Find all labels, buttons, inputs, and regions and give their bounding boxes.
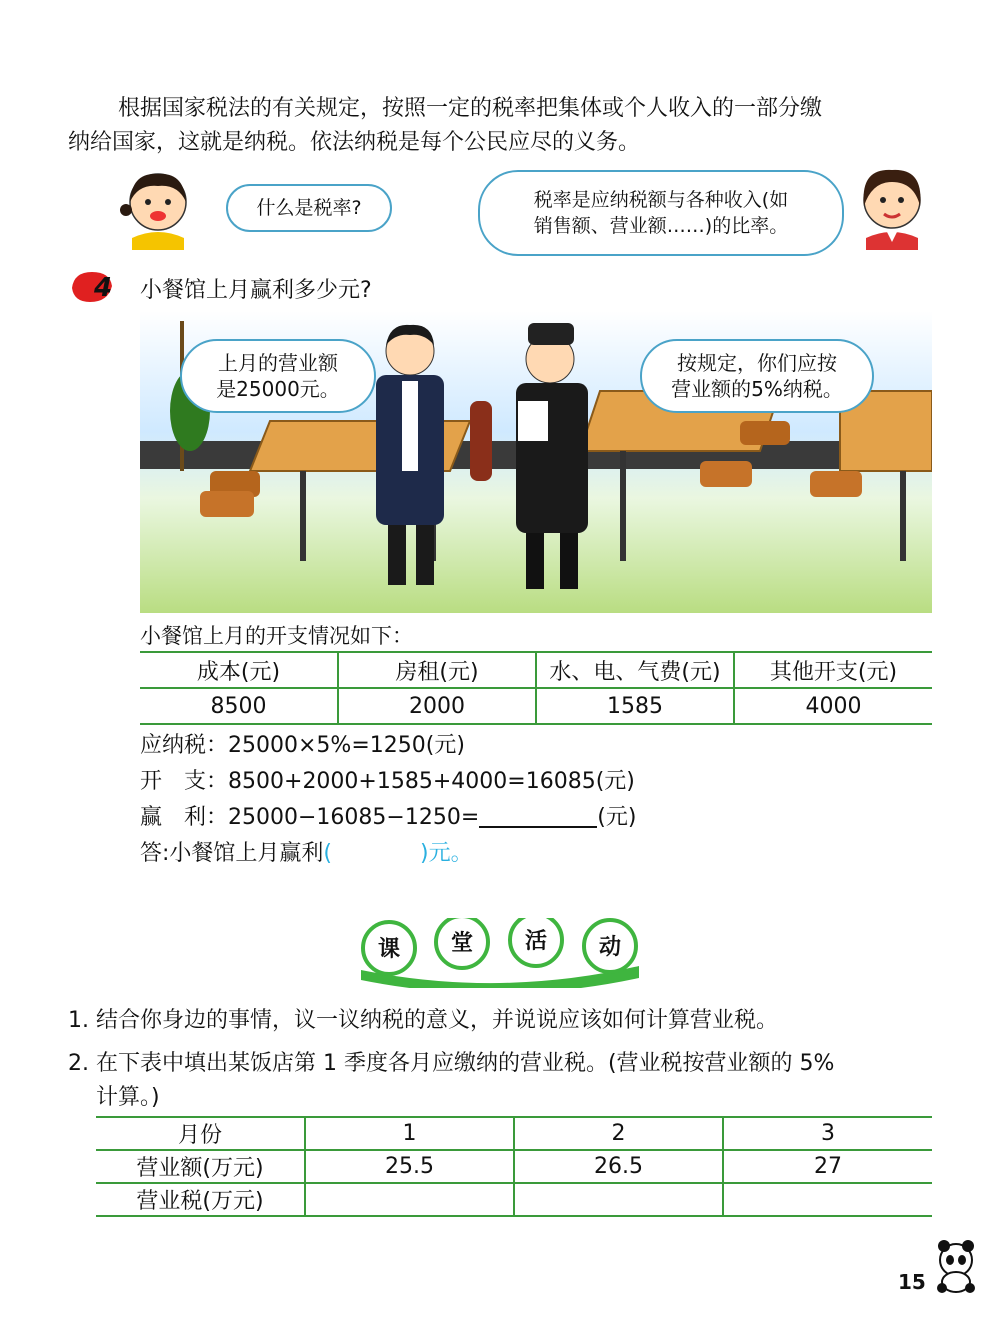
profit-unit: (元) (597, 805, 637, 830)
intro-line-2: 纳给国家，这就是纳税。依法纳税是每个公民应尽的义务。 (68, 130, 641, 155)
expenses-header-cell: 水、电、气费(元) (536, 652, 734, 688)
restaurant-illustration (140, 311, 932, 613)
expense-calc (140, 764, 635, 800)
tax-table-cell: 营业税(万元) (96, 1183, 305, 1216)
expenses-header-cell: 成本(元) (140, 652, 338, 688)
profit-expression: 25000−16085−1250= (228, 805, 480, 830)
activity-char: 堂 (450, 931, 474, 956)
expenses-value-cell: 1585 (536, 688, 734, 724)
profit-label: 赢 利： (140, 805, 229, 830)
activity-char: 课 (377, 937, 401, 962)
tax-table-cell: 2 (514, 1117, 723, 1150)
answer-line (140, 836, 473, 872)
left-bubble-line-2: 是25000元。 (216, 377, 340, 401)
example-number-badge (68, 266, 118, 306)
example-title: 小餐馆上月赢利多少元? (140, 278, 372, 303)
profit-blank[interactable] (479, 802, 597, 828)
tax-table-row (96, 1150, 932, 1183)
right-bubble-line-2: 营业额的5%纳税。 (671, 377, 843, 401)
profit-calc (140, 800, 636, 836)
intro-line-1: 根据国家税法的有关规定，按照一定的税率把集体或个人收入的一部分缴 (118, 96, 823, 121)
question-text: 什么是税率? (256, 197, 362, 219)
tax-table (96, 1116, 932, 1217)
tax-table-cell: 27 (723, 1150, 932, 1183)
example-number: 4 (94, 273, 113, 303)
expenses-header-cell: 房租(元) (338, 652, 536, 688)
question-1: 1. 结合你身边的事情，议一议纳税的意义，并说说应该如何计算营业税。 (68, 1008, 778, 1033)
tax-table-cell: 月份 (96, 1117, 305, 1150)
tax-table-cell: 1 (305, 1117, 514, 1150)
tax-table-cell: 营业额(万元) (96, 1150, 305, 1183)
answer-line-1: 税率是应纳税额与各种收入(如 (533, 189, 789, 211)
tax-table-row (96, 1117, 932, 1150)
answer-suffix: )元。 (420, 841, 473, 866)
activity-char: 动 (598, 935, 622, 960)
page-number: 15 (898, 1270, 926, 1294)
class-activity-banner (355, 918, 645, 988)
tax-calc: 应纳税：25000×5%=1250(元) (140, 733, 465, 758)
activity-char: 活 (524, 929, 548, 954)
expenses-value-cell: 8500 (140, 688, 338, 724)
expenses-value-cell: 2000 (338, 688, 536, 724)
expenses-value-row (140, 688, 932, 724)
expenses-header-row (140, 652, 932, 688)
answer-bubble (478, 170, 844, 256)
right-speech-bubble (640, 339, 874, 413)
answer-paren-open: ( (323, 841, 333, 866)
right-bubble-line-1: 按规定，你们应按 (677, 351, 837, 375)
expenses-caption: 小餐馆上月的开支情况如下： (140, 624, 413, 648)
girl-avatar-left (118, 168, 198, 250)
expense-expression: 8500+2000+1585+4000=16085(元) (228, 769, 635, 794)
question-2-line-1: 2. 在下表中填出某饭店第 1 季度各月应缴纳的营业税。(营业税按营业额的 5% (68, 1051, 835, 1076)
girl-avatar-right (850, 162, 934, 250)
expense-label: 开 支： (140, 769, 229, 794)
panda-icon (930, 1238, 982, 1294)
question-bubble (226, 184, 392, 232)
left-bubble-line-1: 上月的营业额 (218, 351, 338, 375)
left-speech-bubble (180, 339, 376, 413)
answer-prefix: 答:小餐馆上月赢利 (140, 841, 324, 866)
tax-table-cell: 25.5 (305, 1150, 514, 1183)
tax-table-input-cell[interactable] (305, 1183, 514, 1216)
expenses-header-cell: 其他开支(元) (734, 652, 932, 688)
tax-table-cell: 26.5 (514, 1150, 723, 1183)
question-2-line-2: 计算。) (96, 1085, 160, 1110)
expenses-table (140, 651, 932, 725)
answer-line-2: 销售额、营业额……)的比率。 (533, 215, 789, 237)
tax-table-cell: 3 (723, 1117, 932, 1150)
tax-table-input-cell[interactable] (723, 1183, 932, 1216)
tax-table-input-cell[interactable] (514, 1183, 723, 1216)
expenses-value-cell: 4000 (734, 688, 932, 724)
tax-table-row (96, 1183, 932, 1216)
